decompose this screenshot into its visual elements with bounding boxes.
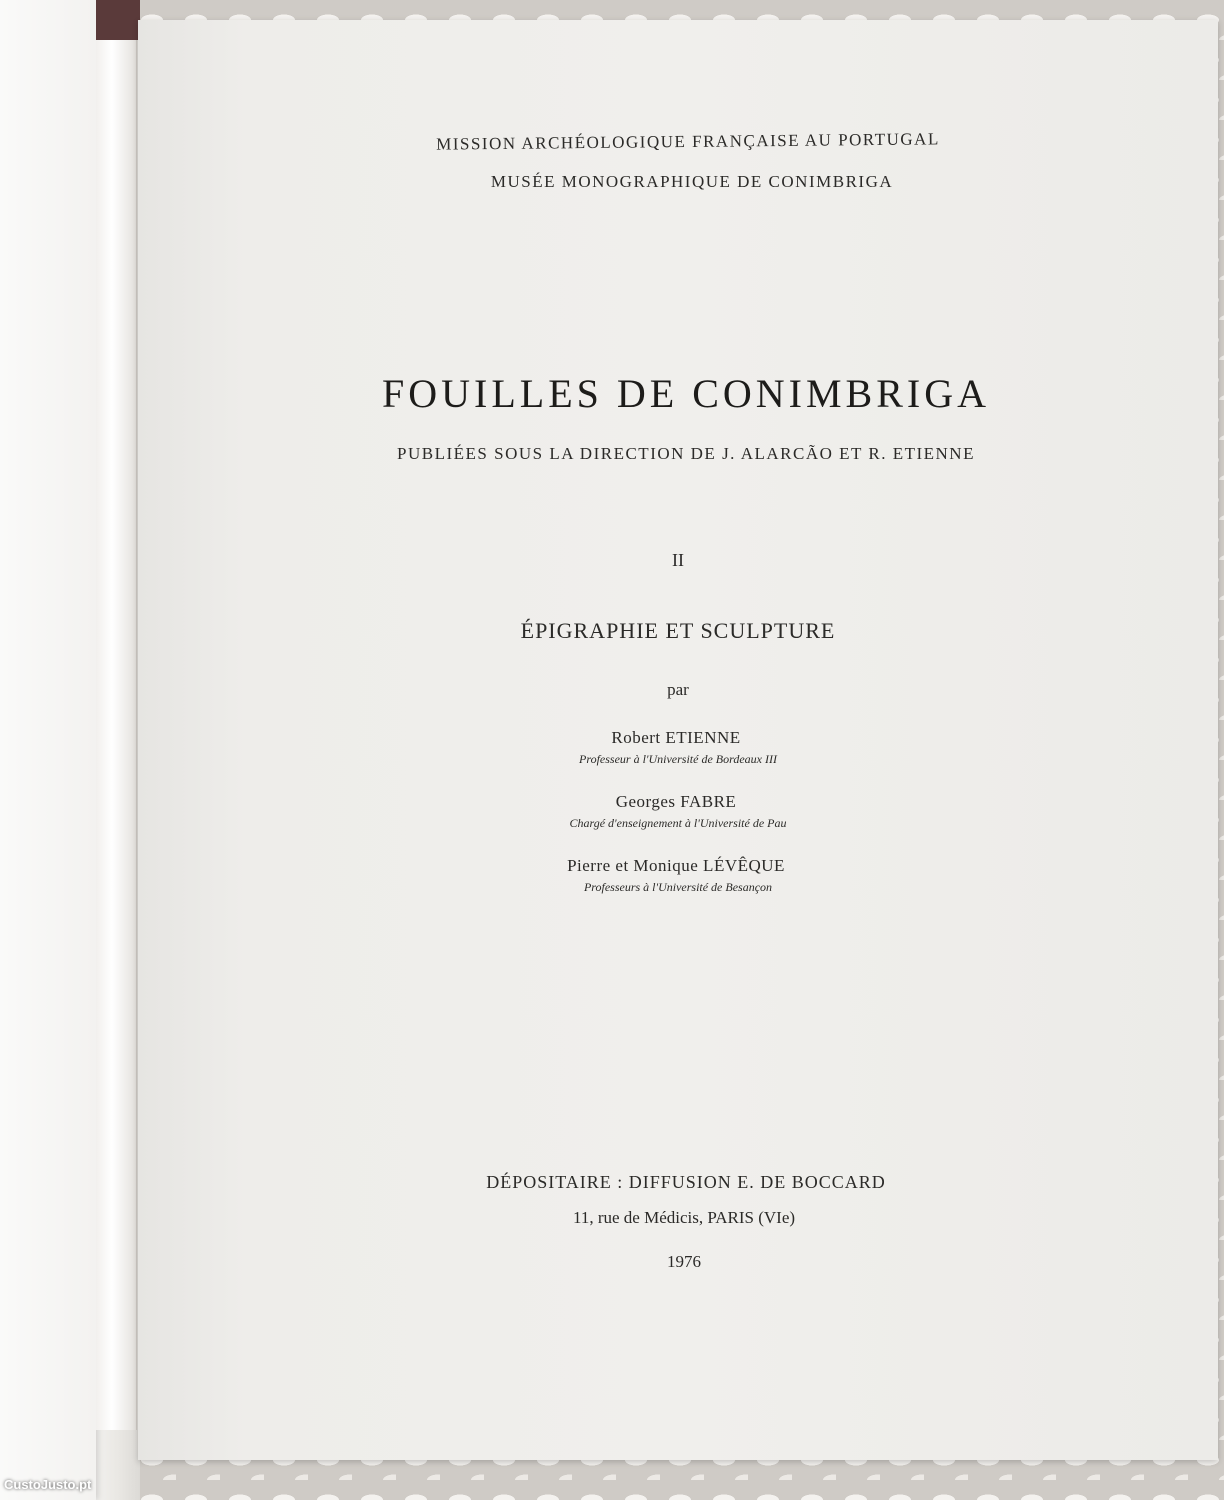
volume-title: ÉPIGRAPHIE ET SCULPTURE [520, 618, 836, 643]
author-name: Georges FABRE [615, 792, 737, 811]
volume-number: II [672, 550, 684, 570]
site-watermark: CustoJusto.pt [4, 1477, 92, 1492]
author-role: Professeurs à l'Université de Besançon [583, 880, 773, 894]
publisher-name: DÉPOSITAIRE : DIFFUSION E. DE BOCCARD [486, 1172, 886, 1192]
cover-edge [0, 0, 96, 1500]
author-role: Professeur à l'Université de Bordeaux III [579, 752, 777, 766]
publisher-address: 11, rue de Médicis, PARIS (VIe) [572, 1208, 796, 1227]
page-gutter [96, 40, 137, 1430]
book-title: FOUILLES DE CONIMBRIGA [382, 371, 990, 416]
author-name: Robert ETIENNE [611, 728, 741, 747]
book-spine [0, 0, 140, 1500]
publication-year: 1976 [667, 1252, 701, 1271]
by-label: par [667, 680, 689, 699]
author-name: Pierre et Monique LÉVÊQUE [567, 856, 785, 875]
title-page [138, 20, 1218, 1460]
book-subtitle: PUBLIÉES SOUS LA DIRECTION DE J. ALARCÃO ET R. ETIENNE [397, 444, 975, 463]
author-role: Chargé d'enseignement à l'Université de Pau [569, 816, 787, 830]
binding-corner [96, 0, 140, 40]
institution-line-1: MISSION ARCHÉOLOGIQUE FRANÇAISE AU PORTUGAL [436, 129, 940, 154]
institution-line-2: MUSÉE MONOGRAPHIQUE DE CONIMBRIGA [490, 172, 894, 191]
